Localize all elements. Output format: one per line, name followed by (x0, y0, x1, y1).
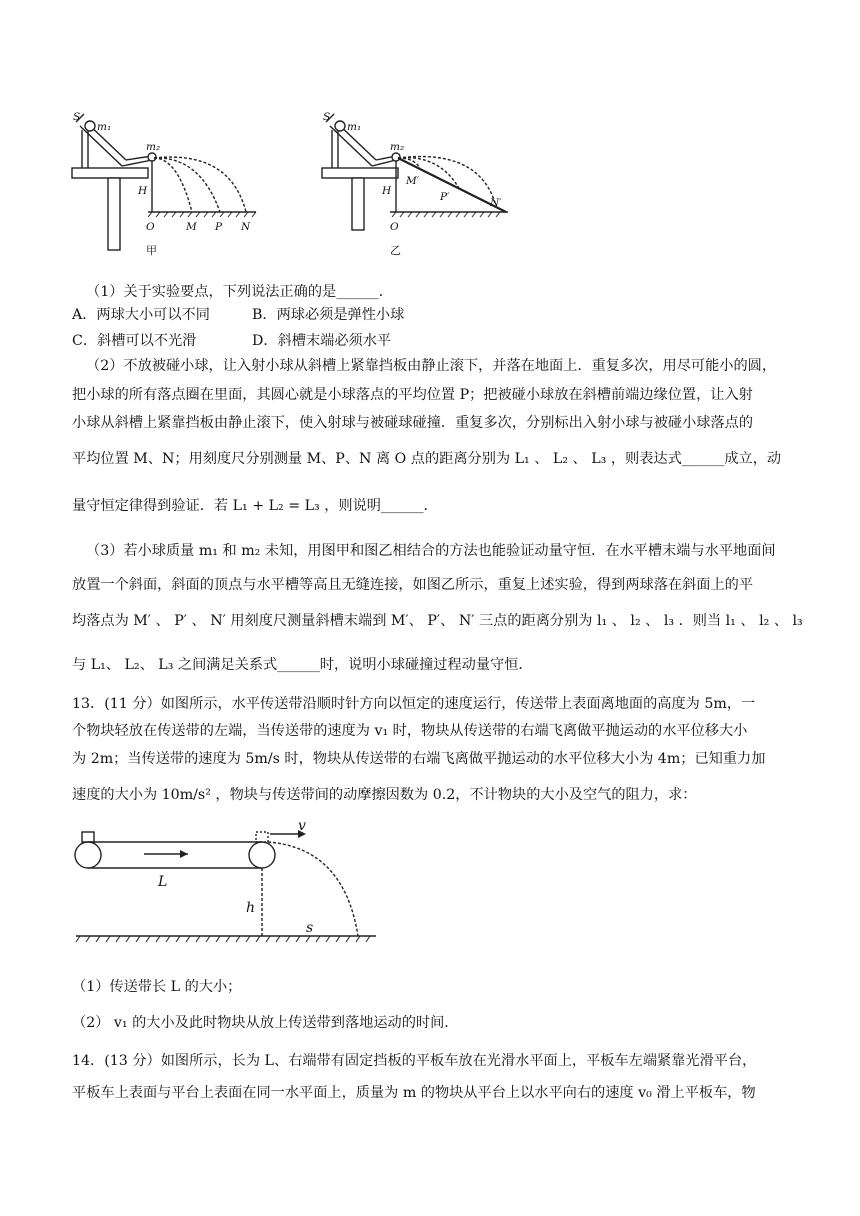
fig-jia-label-n: N (241, 221, 251, 233)
fig-yi-label-h: H (382, 185, 392, 197)
fig-jia-caption: 甲 (146, 244, 157, 257)
fig-yi-label-np: N′ (490, 197, 502, 209)
q12-part3-line3: 均落点为 M′ 、 P′ 、 N′ 用刻度尺测量斜槽末端到 M′、 P′、 N′ 三点的距离分别为 l₁ 、 l₂ 、 l₃ ．则当 l₁ 、 l₂ 、 l₃ (72, 613, 803, 629)
fig-yi-label-pp: P′ (440, 191, 450, 203)
q12-option-c: C．斜槽可以不光滑 (72, 333, 197, 349)
fig-jia-label-s: S (73, 111, 81, 123)
q13-line2: 个物块轻放在传送带的左端，当传送带的速度为 v₁ 时，物块从传送带的右端飞离做平抛运动的水平位移大小 (72, 723, 748, 739)
fig-jia-label-m: M (186, 221, 197, 233)
fig-yi-label-mp: M′ (406, 175, 420, 187)
fig-jia-label-p: P (215, 221, 223, 233)
fig-jia-label-m2: m₂ (146, 141, 161, 153)
q12-part3-line1: （3）若小球质量 m₁ 和 m₂ 未知，用图甲和图乙相结合的方法也能验证动量守恒．在水平槽末端与水平地面间 (86, 543, 776, 559)
q13-line4: 速度的大小为 10m/s² ，物块与传送带间的动摩擦因数为 0.2，不计物块的大小及空气的阻力，求： (72, 787, 697, 803)
figure-yi (310, 100, 520, 262)
belt-label-h: h (246, 900, 256, 916)
q13-line1: 13．(11 分）如图所示，水平传送带沿顺时针方向以恒定的速度运行，传送带上表面离地面的高度为 5m，一 (72, 696, 756, 712)
q12-option-a: A．两球大小可以不同 (72, 307, 210, 323)
figure-conveyor-belt (66, 818, 386, 960)
q12-part3-line2: 放置一个斜面，斜面的顶点与水平槽等高且无缝连接，如图乙所示，重复上述实验，得到两球落在斜面上的平 (72, 577, 754, 593)
fig-yi-label-o: O (390, 221, 399, 233)
q14-line2: 平板车上表面与平台上表面在同一水平面上，质量为 m 的物块从平台上以水平向右的速度 v₀ 滑上平板车，物 (72, 1085, 756, 1101)
belt-label-s: s (306, 920, 314, 936)
q12-part2-line5: 量守恒定律得到验证．若 L₁ + L₂ = L₃ ，则说明______． (72, 498, 438, 514)
fig-yi-label-s: S (323, 111, 331, 123)
fig-jia-label-o: O (146, 221, 155, 233)
fig-yi-label-m1: m₁ (347, 121, 362, 133)
q12-option-b: B．两球必须是弹性小球 (252, 307, 405, 323)
fig-jia-label-m1: m₁ (97, 121, 112, 133)
q13-sub2: （2） v₁ 的大小及此时物块从放上传送带到落地运动的时间． (72, 1015, 459, 1031)
q12-option-d: D．斜槽末端必须水平 (252, 333, 392, 349)
q13-sub1: （1）传送带长 L 的大小； (72, 979, 242, 995)
fig-yi-label-m2: m₂ (390, 141, 405, 153)
q12-part2-line1: （2）不放被碰小球，让入射小球从斜槽上紧靠挡板由静止滚下，并落在地面上．重复多次，用尽可能小的圆， (86, 358, 777, 374)
q12-part3-line4: 与 L₁、 L₂、 L₃ 之间满足关系式______时，说明小球碰撞过程动量守恒． (72, 657, 533, 673)
q12-part2-line4: 平均位置 M、N；用刻度尺分别测量 M、P、N 离 O 点的距离分别为 L₁ 、 L₂ 、 L₃ ，则表达式______成立，动 (72, 451, 782, 467)
q12-part2-line2: 把小球的所有落点圈在里面，其圆心就是小球落点的平均位置 P；把被碰小球放在斜槽前端边缘位置，让入射 (72, 387, 753, 403)
figure-jia (60, 100, 270, 262)
belt-label-l: L (158, 874, 168, 890)
q12-part2-line3: 小球从斜槽上紧靠挡板由静止滚下，使入射球与被碰球碰撞．重复多次，分别标出入射小球与被碰小球落点的 (72, 415, 754, 431)
q14-line1: 14．(13 分）如图所示，长为 L、右端带有固定挡板的平板车放在光滑水平面上，平板车左端紧靠光滑平台， (72, 1053, 757, 1069)
q13-line3: 为 2m；当传送带的速度为 5m/s 时，物块从传送带的右端飞离做平抛运动的水平位移大小为 4m；已知重力加 (72, 751, 766, 767)
belt-label-v: v (298, 818, 306, 834)
fig-jia-label-h: H (138, 185, 148, 197)
q12-part1: （1）关于实验要点，下列说法正确的是______． (86, 284, 393, 300)
fig-yi-caption: 乙 (390, 244, 401, 257)
